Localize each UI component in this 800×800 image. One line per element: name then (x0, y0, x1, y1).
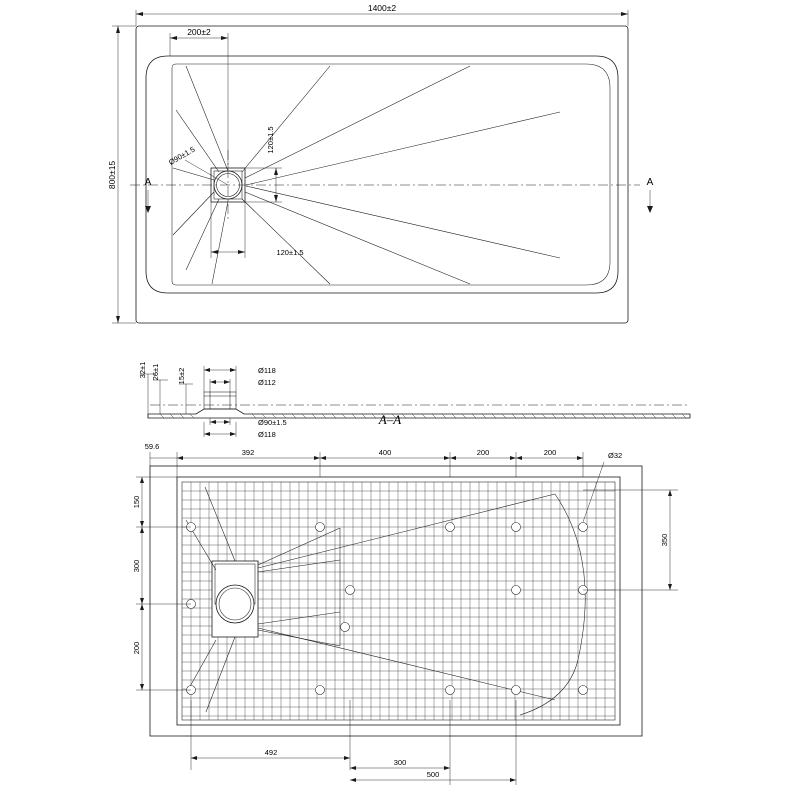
bottom-view (132, 442, 678, 785)
dim-drain-bore-label: Ø90±1.5 (167, 144, 197, 167)
dim-span-200-a-label: 200 (476, 448, 490, 457)
dim-span-200-b-label: 200 (543, 448, 557, 457)
section-hatching (160, 414, 686, 418)
dim-span-200-left-label: 200 (132, 641, 141, 655)
tray-inner-rim (146, 56, 618, 293)
dim-span-350-label: 350 (660, 533, 669, 547)
dim-span-500-label: 500 (426, 770, 440, 779)
dim-pad-diameter-label: Ø32 (608, 451, 623, 460)
top-view (107, 3, 654, 323)
dim-outer-diameter-bottom-label: Ø118 (258, 430, 276, 439)
dim-span-300-label: 300 (132, 559, 141, 573)
dim-bore-diameter (210, 418, 287, 427)
dim-overall-width (136, 3, 628, 26)
dim-drain-square-vert-label: 120±1.5 (266, 126, 275, 154)
section-title: A–A (378, 412, 402, 427)
section-mark-left-label: A (144, 177, 152, 188)
dim-tray-height-label: 32±1 (138, 361, 147, 379)
dim-span-492-label: 492 (264, 748, 278, 757)
dim-drain-offset-x-label: 200±2 (187, 27, 211, 37)
dim-drain-square-vert (245, 126, 282, 202)
section-view (138, 362, 690, 439)
bottom-dims-right (583, 490, 678, 590)
bottom-dims-bottom (191, 700, 516, 785)
dim-bore-diameter-label: Ø90±1.5 (258, 418, 287, 427)
dim-inner-diameter-top-label: Ø112 (258, 378, 276, 387)
dim-flange-thickness-label: 15±2 (177, 367, 186, 385)
section-profile (148, 409, 690, 418)
section-drain-boss (204, 392, 236, 409)
bottom-drain-circle-inner (219, 588, 251, 620)
dim-outer-diameter-top-label: Ø118 (258, 366, 276, 375)
section-boss-body (204, 392, 236, 409)
dim-tray-inner-height (151, 364, 168, 414)
dim-edge-offset-label: 59.6 (144, 442, 160, 451)
dim-drain-square-horiz-label: 120±1.5 (276, 248, 304, 257)
dim-overall-width-label: 1400±2 (367, 3, 397, 13)
dim-span-150-label: 150 (132, 495, 141, 509)
section-mark-right-label: A (646, 177, 654, 188)
dim-inner-diameter-top (210, 378, 276, 392)
dim-overall-depth (107, 26, 136, 323)
dim-span-300-bottom-label: 300 (393, 758, 407, 767)
dim-span-400-label: 400 (378, 448, 392, 457)
dim-overall-depth-label: 800±15 (107, 160, 117, 190)
dim-flange-thickness (177, 368, 193, 414)
dim-drain-offset-x (170, 27, 228, 168)
dim-span-392-label: 392 (241, 448, 255, 457)
dim-tray-inner-height-label: 26±1 (151, 363, 160, 381)
section-mark-right (647, 177, 654, 213)
